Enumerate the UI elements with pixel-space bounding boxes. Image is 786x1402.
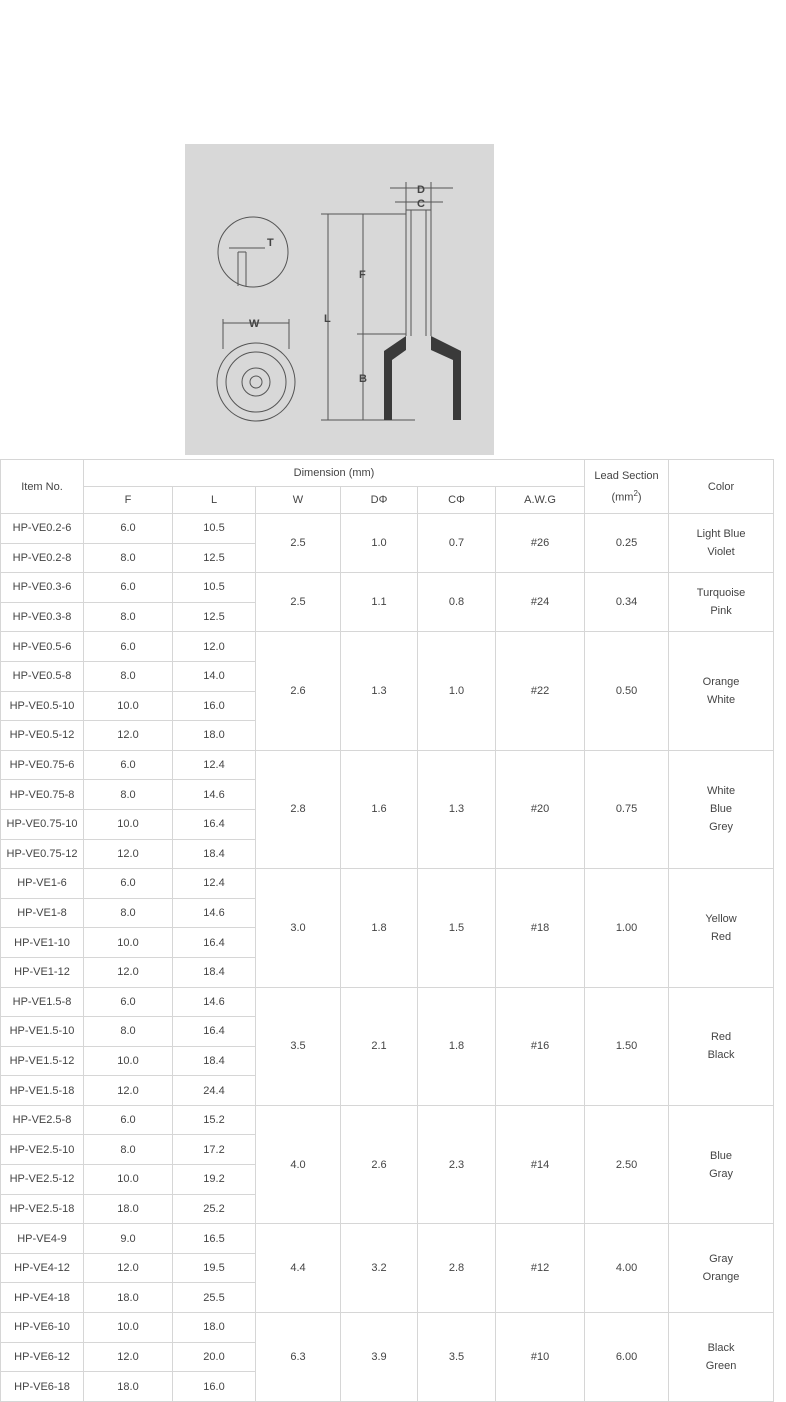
w-cell: 2.6	[256, 632, 341, 750]
label-c: C	[417, 198, 425, 210]
f-cell: 8.0	[84, 780, 173, 810]
f-cell: 6.0	[84, 750, 173, 780]
header-awg: A.W.G	[496, 487, 585, 514]
w-cell: 3.0	[256, 869, 341, 987]
color-name: Light Blue	[696, 528, 746, 541]
header-lead-section-unit: $(mm^2)$	[611, 488, 642, 504]
lead-section-cell: 6.00	[585, 1313, 669, 1402]
header-color: Color	[669, 460, 774, 514]
end-view-inner	[242, 368, 270, 396]
w-cell: 2.5	[256, 514, 341, 573]
item-no-cell: HP-VE0.75-8	[1, 780, 84, 810]
item-no-cell: HP-VE1-10	[1, 928, 84, 958]
color-name: Grey	[709, 821, 733, 834]
f-cell: 6.0	[84, 514, 173, 544]
f-cell: 10.0	[84, 1046, 173, 1076]
l-cell: 12.0	[173, 632, 256, 662]
d-cell: 3.9	[341, 1313, 418, 1402]
f-cell: 18.0	[84, 1194, 173, 1224]
l-cell: 12.5	[173, 543, 256, 573]
l-cell: 24.4	[173, 1076, 256, 1106]
item-no-cell: HP-VE0.5-10	[1, 691, 84, 721]
l-cell: 10.5	[173, 514, 256, 544]
l-cell: 10.5	[173, 573, 256, 603]
l-cell: 25.2	[173, 1194, 256, 1224]
item-no-cell: HP-VE2.5-12	[1, 1165, 84, 1195]
l-cell: 16.4	[173, 928, 256, 958]
color-name: Violet	[707, 546, 735, 559]
item-no-cell: HP-VE1-8	[1, 898, 84, 928]
f-cell: 9.0	[84, 1224, 173, 1254]
header-d: DΦ	[341, 487, 418, 514]
l-cell: 18.4	[173, 1046, 256, 1076]
l-cell: 14.6	[173, 780, 256, 810]
color-name: Yellow	[705, 912, 737, 925]
f-cell: 6.0	[84, 573, 173, 603]
awg-cell: #22	[496, 632, 585, 750]
awg-cell: #10	[496, 1313, 585, 1402]
f-cell: 18.0	[84, 1283, 173, 1313]
table-row	[1, 869, 774, 899]
c-cell: 1.0	[418, 632, 496, 750]
w-cell: 6.3	[256, 1313, 341, 1402]
item-no-cell: HP-VE2.5-8	[1, 1105, 84, 1135]
item-no-cell: HP-VE6-12	[1, 1342, 84, 1372]
l-cell: 18.4	[173, 957, 256, 987]
color-name: Black	[707, 1341, 735, 1354]
color-name: Blue	[710, 803, 733, 816]
w-cell: 4.0	[256, 1105, 341, 1223]
c-cell: 1.8	[418, 987, 496, 1105]
item-no-cell: HP-VE0.5-12	[1, 721, 84, 751]
item-no-cell: HP-VE1.5-12	[1, 1046, 84, 1076]
l-cell: 12.4	[173, 750, 256, 780]
f-cell: 10.0	[84, 1313, 173, 1343]
f-cell: 10.0	[84, 1165, 173, 1195]
f-cell: 12.0	[84, 957, 173, 987]
color-name: Gray	[709, 1253, 733, 1266]
top-view-circle	[218, 217, 288, 287]
color-name: White	[706, 694, 736, 707]
color-name: Green	[705, 1359, 737, 1372]
f-cell: 18.0	[84, 1372, 173, 1402]
header-item-no: Item No.	[1, 460, 84, 514]
c-cell: 1.3	[418, 750, 496, 868]
table-body	[1, 514, 774, 1402]
header-f: F	[84, 487, 173, 514]
awg-cell: #14	[496, 1105, 585, 1223]
item-no-cell: HP-VE0.3-8	[1, 602, 84, 632]
l-cell: 15.2	[173, 1105, 256, 1135]
l-cell: 19.2	[173, 1165, 256, 1195]
l-cell: 14.6	[173, 987, 256, 1017]
specification-table	[0, 459, 774, 1402]
item-no-cell: HP-VE1.5-10	[1, 1017, 84, 1047]
lead-section-cell: 1.00	[585, 869, 669, 987]
label-b: B	[359, 373, 367, 385]
label-w: W	[249, 318, 260, 330]
awg-cell: #26	[496, 514, 585, 573]
item-no-cell: HP-VE4-18	[1, 1283, 84, 1313]
w-cell: 3.5	[256, 987, 341, 1105]
w-cell: 2.5	[256, 573, 341, 632]
insulation-collar-right	[431, 336, 461, 420]
d-cell: 1.8	[341, 869, 418, 987]
ferrule-dimension-diagram	[185, 144, 494, 455]
item-no-cell: HP-VE1.5-8	[1, 987, 84, 1017]
f-cell: 12.0	[84, 1342, 173, 1372]
f-cell: 10.0	[84, 691, 173, 721]
color-name: Red	[710, 930, 732, 943]
awg-cell: #20	[496, 750, 585, 868]
item-no-cell: HP-VE2.5-18	[1, 1194, 84, 1224]
item-no-cell: HP-VE0.5-6	[1, 632, 84, 662]
awg-cell: #24	[496, 573, 585, 632]
f-cell: 8.0	[84, 1135, 173, 1165]
item-no-cell: HP-VE1.5-18	[1, 1076, 84, 1106]
item-no-cell: HP-VE2.5-10	[1, 1135, 84, 1165]
l-cell: 19.5	[173, 1253, 256, 1283]
table-row	[1, 632, 774, 662]
item-no-cell: HP-VE0.75-6	[1, 750, 84, 780]
item-no-cell: HP-VE0.2-6	[1, 514, 84, 544]
item-no-cell: HP-VE0.75-10	[1, 809, 84, 839]
color-cell	[669, 573, 774, 632]
l-cell: 16.4	[173, 1017, 256, 1047]
f-cell: 8.0	[84, 898, 173, 928]
color-name: White	[706, 785, 736, 798]
color-name: Blue	[710, 1149, 733, 1162]
lead-section-cell: 0.25	[585, 514, 669, 573]
awg-cell: #16	[496, 987, 585, 1105]
f-cell: 6.0	[84, 632, 173, 662]
item-no-cell: HP-VE0.3-6	[1, 573, 84, 603]
end-view-hole	[250, 376, 262, 388]
f-cell: 8.0	[84, 661, 173, 691]
header-w: W	[256, 487, 341, 514]
c-cell: 0.8	[418, 573, 496, 632]
f-cell: 8.0	[84, 543, 173, 573]
color-cell	[669, 1313, 774, 1402]
lead-section-cell: 4.00	[585, 1224, 669, 1313]
header-dimension: Dimension (mm)	[84, 460, 585, 487]
table-row	[1, 750, 774, 780]
d-cell: 2.1	[341, 987, 418, 1105]
f-cell: 12.0	[84, 721, 173, 751]
f-cell: 12.0	[84, 839, 173, 869]
label-t: T	[267, 237, 274, 249]
f-cell: 10.0	[84, 809, 173, 839]
label-l: L	[324, 313, 331, 325]
l-cell: 25.5	[173, 1283, 256, 1313]
lead-section-cell: 2.50	[585, 1105, 669, 1223]
f-cell: 10.0	[84, 928, 173, 958]
item-no-cell: HP-VE6-10	[1, 1313, 84, 1343]
w-cell: 4.4	[256, 1224, 341, 1313]
f-cell: 12.0	[84, 1076, 173, 1106]
awg-cell: #18	[496, 869, 585, 987]
item-no-cell: HP-VE4-9	[1, 1224, 84, 1254]
l-cell: 12.4	[173, 869, 256, 899]
table-row	[1, 514, 774, 544]
header-l: L	[173, 487, 256, 514]
header-lead-section-label: Lead Section	[594, 469, 659, 482]
c-cell: 3.5	[418, 1313, 496, 1402]
f-cell: 6.0	[84, 987, 173, 1017]
table-row	[1, 1313, 774, 1343]
color-name: Gray	[709, 1167, 733, 1180]
c-cell: 2.8	[418, 1224, 496, 1313]
insulation-collar-left	[384, 336, 406, 420]
color-name: Orange	[702, 676, 740, 689]
color-cell	[669, 987, 774, 1105]
color-cell	[669, 869, 774, 987]
d-cell: 1.3	[341, 632, 418, 750]
header-c: CΦ	[418, 487, 496, 514]
d-cell: 1.6	[341, 750, 418, 868]
d-cell: 3.2	[341, 1224, 418, 1313]
f-cell: 8.0	[84, 602, 173, 632]
d-cell: 2.6	[341, 1105, 418, 1223]
l-cell: 12.5	[173, 602, 256, 632]
lead-section-cell: 0.34	[585, 573, 669, 632]
color-cell	[669, 1105, 774, 1223]
l-cell: 16.0	[173, 1372, 256, 1402]
table-row	[1, 1105, 774, 1135]
color-name: Red	[710, 1031, 732, 1044]
l-cell: 14.0	[173, 661, 256, 691]
item-no-cell: HP-VE1-6	[1, 869, 84, 899]
d-cell: 1.0	[341, 514, 418, 573]
color-name: Turquoise	[696, 587, 746, 600]
c-cell: 2.3	[418, 1105, 496, 1223]
item-no-cell: HP-VE0.75-12	[1, 839, 84, 869]
end-view-middle	[226, 352, 286, 412]
color-name: Black	[707, 1049, 735, 1062]
f-cell: 6.0	[84, 1105, 173, 1135]
color-cell	[669, 514, 774, 573]
lead-section-cell: 0.50	[585, 632, 669, 750]
ferrule-drawing	[185, 144, 494, 455]
awg-cell: #12	[496, 1224, 585, 1313]
l-cell: 16.4	[173, 809, 256, 839]
header-lead-section	[585, 460, 669, 514]
l-cell: 16.0	[173, 691, 256, 721]
l-cell: 14.6	[173, 898, 256, 928]
item-no-cell: HP-VE0.2-8	[1, 543, 84, 573]
f-cell: 8.0	[84, 1017, 173, 1047]
color-cell	[669, 632, 774, 750]
table-row	[1, 1224, 774, 1254]
d-cell: 1.1	[341, 573, 418, 632]
l-cell: 18.0	[173, 1313, 256, 1343]
label-d: D	[417, 184, 425, 196]
color-cell	[669, 750, 774, 868]
item-no-cell: HP-VE4-12	[1, 1253, 84, 1283]
item-no-cell: HP-VE6-18	[1, 1372, 84, 1402]
f-cell: 6.0	[84, 869, 173, 899]
lead-section-cell: 1.50	[585, 987, 669, 1105]
l-cell: 18.0	[173, 721, 256, 751]
w-cell: 2.8	[256, 750, 341, 868]
color-cell	[669, 1224, 774, 1313]
color-name: Orange	[702, 1271, 740, 1284]
f-cell: 12.0	[84, 1253, 173, 1283]
item-no-cell: HP-VE0.5-8	[1, 661, 84, 691]
l-cell: 16.5	[173, 1224, 256, 1254]
color-name: Pink	[710, 605, 732, 618]
item-no-cell: HP-VE1-12	[1, 957, 84, 987]
c-cell: 0.7	[418, 514, 496, 573]
label-f: F	[359, 269, 366, 281]
l-cell: 20.0	[173, 1342, 256, 1372]
c-cell: 1.5	[418, 869, 496, 987]
l-cell: 18.4	[173, 839, 256, 869]
l-cell: 17.2	[173, 1135, 256, 1165]
lead-section-cell: 0.75	[585, 750, 669, 868]
table-row	[1, 573, 774, 603]
table-row	[1, 987, 774, 1017]
end-view-outer	[217, 343, 295, 421]
